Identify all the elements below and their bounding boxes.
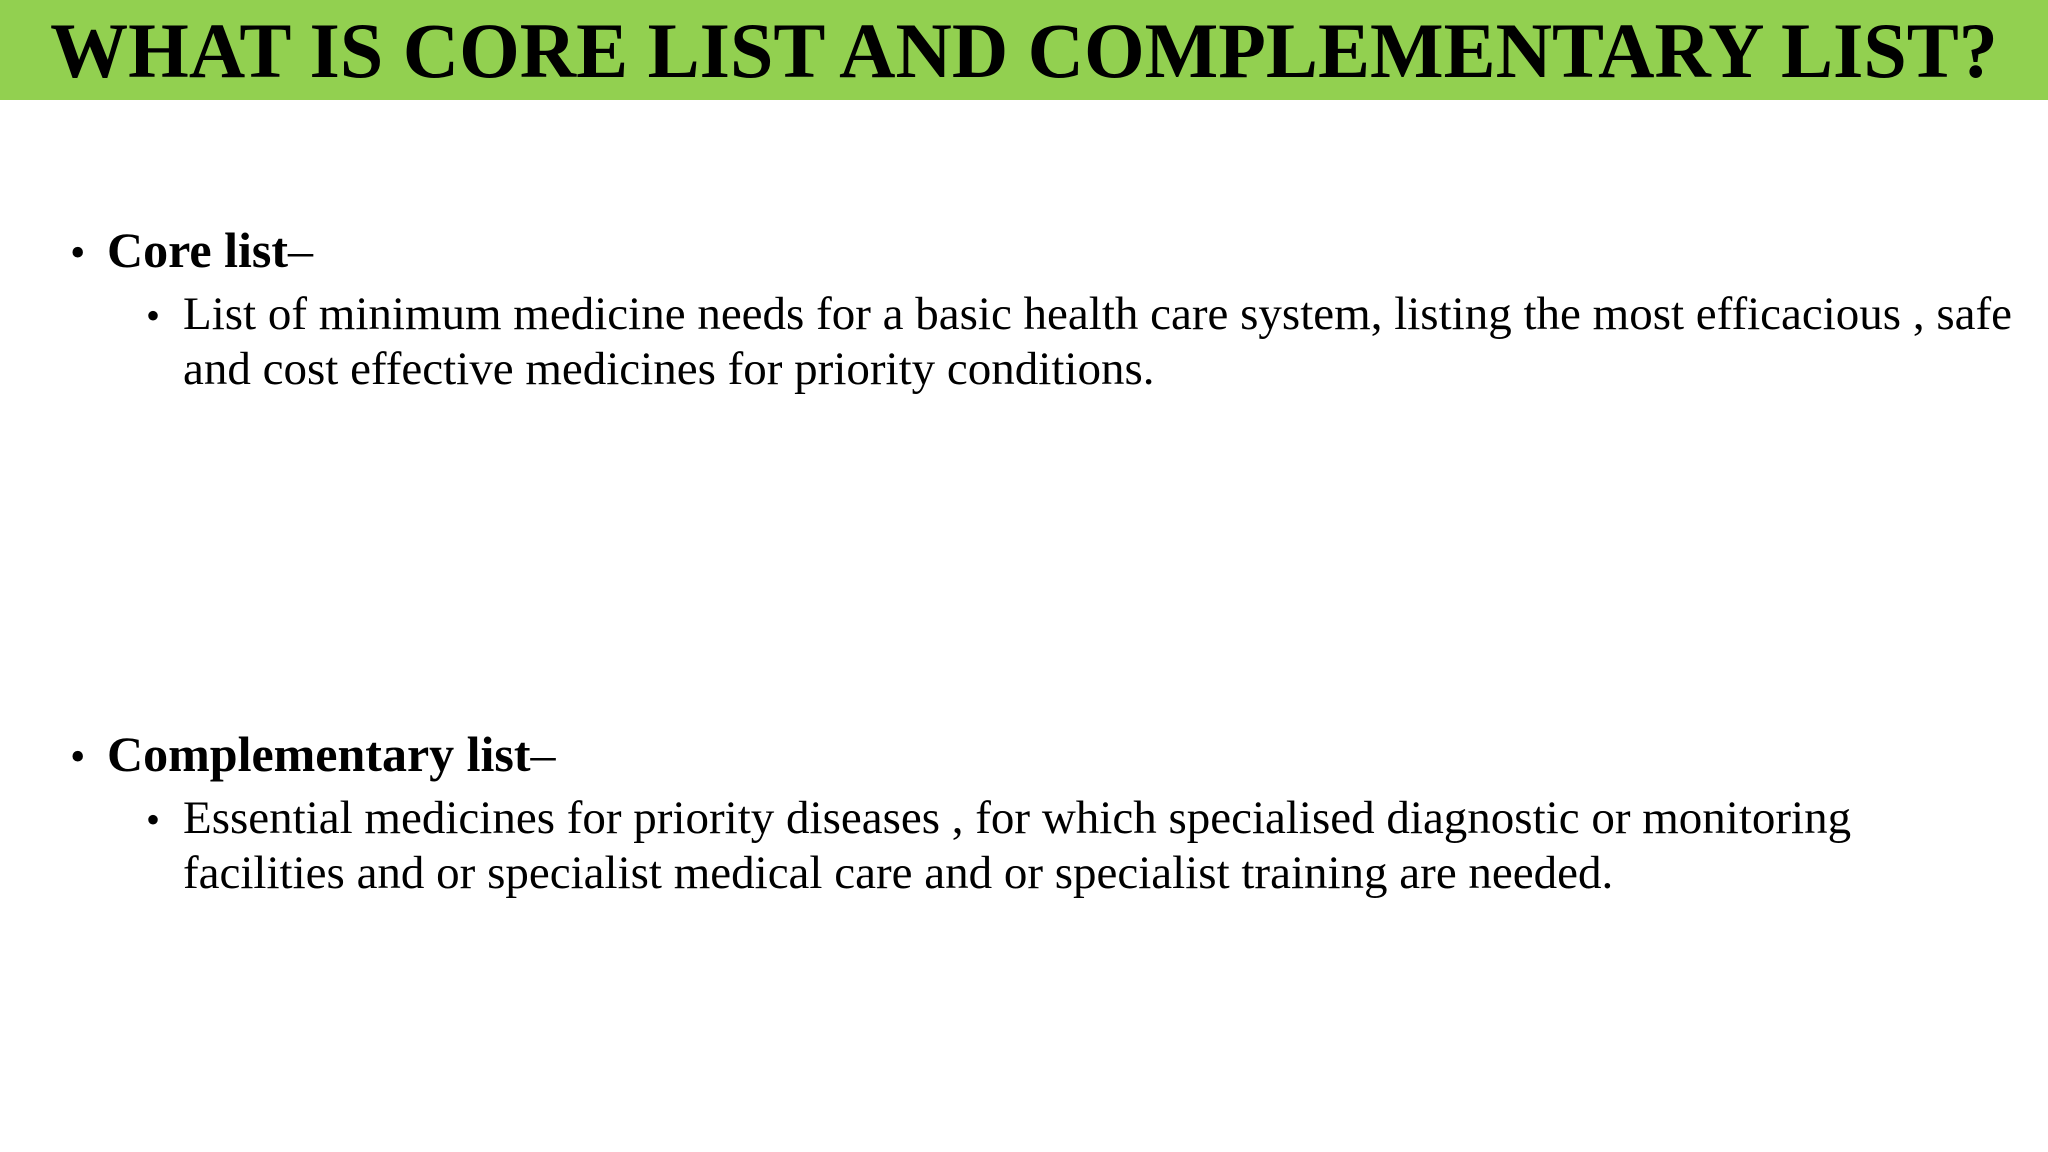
- core-list-detail: List of minimum medicine needs for a basic health care system, listing the most efficacious , safe and cost effective medicines for priority conditions.: [183, 288, 2013, 395]
- complementary-list-heading: Complementary list: [107, 726, 531, 782]
- core-list-bullet: [70, 218, 2020, 285]
- sub-bullet-icon: •: [146, 797, 161, 842]
- complementary-list-bullet: [70, 722, 2020, 789]
- core-list-sub-bullet: [146, 287, 2020, 397]
- complementary-list-separator: –: [530, 726, 556, 782]
- complementary-list-section: [70, 722, 2020, 901]
- core-list-separator: –: [287, 222, 313, 278]
- title-bar: [0, 0, 2048, 100]
- core-list-section: [70, 218, 2020, 397]
- sub-bullet-icon: •: [146, 293, 161, 338]
- bullet-icon: •: [70, 732, 86, 781]
- slide-title: WHAT IS CORE LIST AND COMPLEMENTARY LIST?: [50, 7, 1998, 94]
- complementary-list-detail: Essential medicines for priority diseases , for which specialised diagnostic or monitoring facilities and or specialist medical care and or specialist training are needed.: [183, 792, 1852, 899]
- core-list-heading: Core list: [107, 222, 288, 278]
- complementary-list-sub-bullet: [146, 791, 2020, 901]
- bullet-icon: •: [70, 228, 86, 277]
